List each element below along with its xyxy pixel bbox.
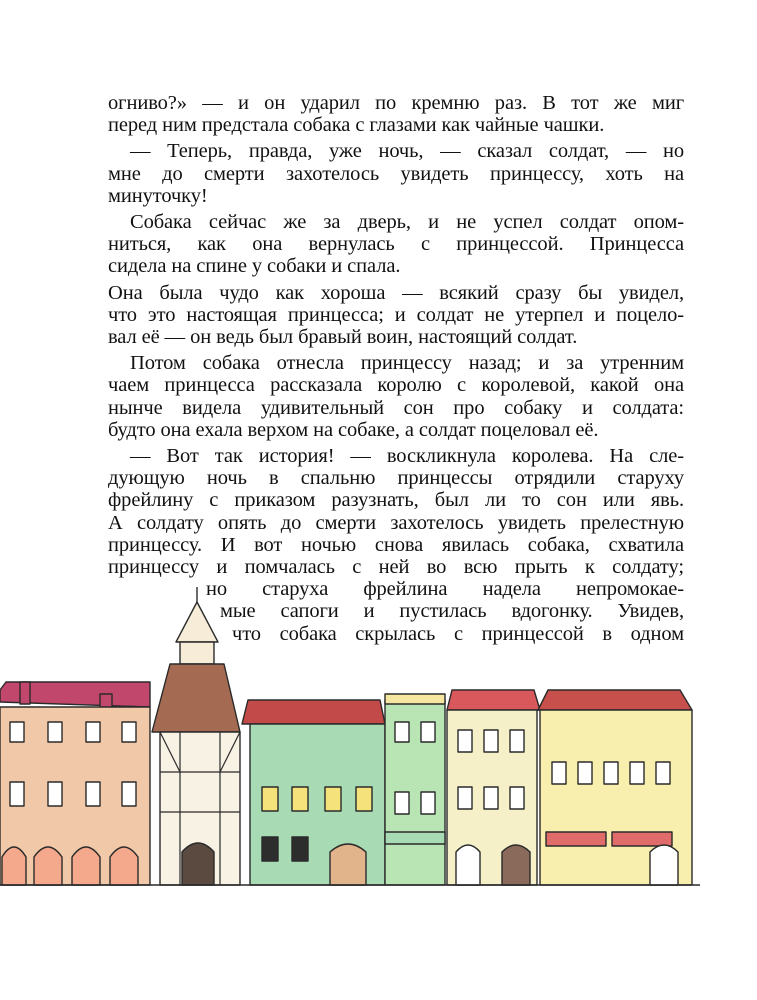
text-line: дующую ночь в спальню принцессы отрядили старуху	[108, 467, 684, 490]
text-line: А солдату опять до смерти захотелось увидеть прелестную	[108, 511, 684, 534]
text-line: чаем принцесса рассказала королю с королевой, какой она	[108, 374, 684, 397]
text-line: фрейлину с приказом разузнать, был ли то сон или явь.	[108, 489, 684, 512]
text-line: — Теперь, правда, уже ночь, — сказал солдат, — но	[130, 140, 684, 163]
text-line: принцессу и помчалась с ней во всю прыть к солдату;	[108, 556, 684, 579]
building-green-narrow	[385, 694, 445, 885]
text-line: перед ним предстала собака с глазами как чайные чашки.	[108, 114, 605, 137]
text-line: Потом собака отнесла принцессу назад; и за утренним	[130, 352, 684, 375]
text-line: но старуха фрейлина надела непромокае-	[206, 578, 684, 601]
text-line: мые сапоги и пустилась вдогонку. Увидев,	[220, 600, 684, 623]
text-line: Она была чудо как хороша — всякий сразу бы увидел,	[108, 281, 684, 304]
building-cream	[447, 690, 540, 885]
building-green	[242, 700, 385, 885]
text-line: Собака сейчас же за дверь, и не успел солдат опом-	[130, 211, 684, 234]
text-line: принцессу. И вот ночью снова явилась собака, схватила	[108, 533, 684, 556]
paragraph-1	[108, 92, 684, 136]
text-line: огниво?» — и он ударил по кремню раз. В тот же миг	[108, 92, 684, 114]
text-line: что собака скрылась с принцессой в одном	[232, 622, 684, 645]
text-line: нынче видела удивительный сон про собаку и солдата:	[108, 396, 684, 419]
paragraph-5	[108, 352, 684, 441]
building-left-pink	[0, 682, 150, 885]
text-line: минуточку!	[108, 184, 208, 207]
text-line: вал её — он ведь был бравый воин, настоящий солдат.	[108, 326, 578, 349]
building-tower	[152, 587, 240, 885]
paragraph-3	[108, 211, 684, 278]
story-text	[108, 92, 684, 649]
building-right-yellow	[538, 690, 692, 885]
town-illustration	[0, 582, 757, 912]
text-line: ниться, как она вернулась с принцессой. Принцесса	[108, 233, 684, 256]
paragraph-4	[108, 282, 684, 349]
text-line: сидела на спине у собаки и спала.	[108, 255, 401, 278]
text-line: что это настоящая принцесса; и солдат не утерпел и поцело-	[108, 303, 684, 326]
text-line: мне до смерти захотелось увидеть принцессу, хоть на	[108, 162, 684, 185]
paragraph-2	[108, 140, 684, 207]
text-line: — Вот так история! — воскликнула королева. На сле-	[130, 445, 684, 468]
text-line: будто она ехала верхом на собаке, а солдат поцеловал её.	[108, 418, 599, 441]
